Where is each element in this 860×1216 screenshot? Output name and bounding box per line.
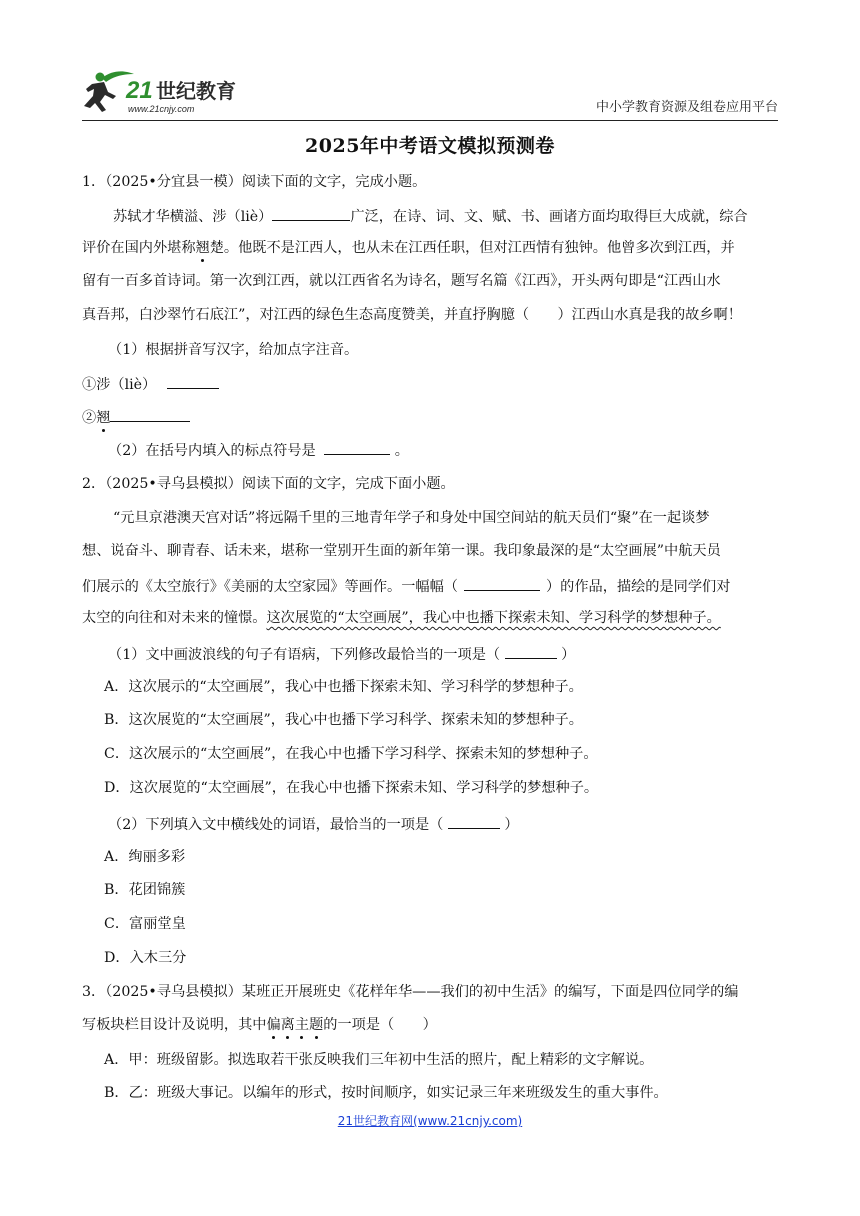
q1-item2: ②翘 bbox=[82, 406, 190, 428]
page-header bbox=[82, 62, 778, 121]
wavy-underlined-sentence: 这次展览的“太空画展”，我心中也播下探索未知、学习科学的梦想种子。 bbox=[266, 610, 721, 626]
q1-passage-line3: 留有一百多首诗词。第一次到江西，就以江西省名为诗名，题写名篇《江西》，开头两句即是“江西山水 bbox=[82, 273, 721, 289]
blank-input[interactable] bbox=[167, 373, 219, 389]
q3-stem-line2: 写板块栏目设计及说明，其中偏离主题的一项是（ ） bbox=[82, 1017, 437, 1033]
q2-passage-line4: 太空的向往和对未来的憧憬。这次展览的“太空画展”，我心中也播下探索未知、学习科学的梦想种子。 bbox=[82, 610, 721, 626]
q2-passage-line1: “元旦京港澳天宫对话”将远隔千里的三地青年学子和身处中国空间站的航天员们“聚”在一起谈梦 bbox=[113, 510, 710, 526]
q2-option2-d[interactable]: D．入木三分 bbox=[104, 950, 187, 966]
q1-stem: 1．（2025•分宜县一模）阅读下面的文字，完成小题。 bbox=[82, 174, 427, 190]
q3-option-a[interactable]: A．甲：班级留影。拟选取若干张反映我们三年初中生活的照片，配上精彩的文字解说。 bbox=[104, 1052, 654, 1068]
blank-input[interactable] bbox=[110, 406, 190, 422]
q2-option-b[interactable]: B．这次展览的“太空画展”，我心中也播下学习科学、探索未知的梦想种子。 bbox=[104, 712, 583, 728]
header-platform-text: 中小学教育资源及组卷应用平台 bbox=[595, 100, 778, 115]
q1-sub2: （2）在括号内填入的标点符号是 。 bbox=[108, 439, 409, 461]
q2-option2-a[interactable]: A．绚丽多彩 bbox=[104, 849, 186, 865]
dotted-char: 翘 bbox=[195, 240, 210, 256]
q2-passage-line2: 想、说奋斗、聊青春、话未来，堪称一堂别开生面的新年第一课。我印象最深的是“太空画展”中航天员 bbox=[82, 543, 721, 559]
svg-text:21: 21 bbox=[126, 77, 153, 104]
document-title: 2025年中考语文模拟预测卷 bbox=[305, 135, 555, 157]
q1-passage-line2: 评价在国内外堪称翘楚。他既不是江西人，也从未在江西任职，但对江西情有独钟。他曾多次到江西，并 bbox=[82, 240, 735, 256]
q1-passage-line4: 真吾邦，白沙翠竹石底江”，对江西的绿色生态高度赞美，并直抒胸臆（ ）江西山水真是我的故乡啊！ bbox=[82, 307, 742, 323]
logo-21cnjy[interactable] bbox=[82, 68, 252, 118]
answer-blank[interactable] bbox=[448, 813, 500, 829]
q1-item1: ①涉（liè） bbox=[82, 373, 219, 395]
blank-input[interactable] bbox=[324, 439, 390, 455]
q2-option2-b[interactable]: B．花团锦簇 bbox=[104, 882, 186, 898]
q3-option-b[interactable]: B．乙：班级大事记。以编年的形式，按时间顺序，如实记录三年来班级发生的重大事件。 bbox=[104, 1085, 668, 1101]
q1-sub1: （1）根据拼音写汉字，给加点字注音。 bbox=[108, 342, 359, 358]
q3-stem-line1: 3．（2025•寻乌县模拟）某班正开展班史《花样年华——我们的初中生活》的编写，下面是四位同学的编 bbox=[82, 984, 739, 1000]
q2-option2-c[interactable]: C．富丽堂皇 bbox=[104, 916, 186, 932]
svg-text:www.21cnjy.com: www.21cnjy.com bbox=[128, 104, 195, 114]
answer-blank[interactable] bbox=[505, 643, 557, 659]
q2-option-c[interactable]: C．这次展示的“太空画展”，在我心中也播下学习科学、探索未知的梦想种子。 bbox=[104, 746, 598, 762]
q2-option-d[interactable]: D．这次展览的“太空画展”，在我心中也播下探索未知、学习科学的梦想种子。 bbox=[104, 780, 599, 796]
q2-sub2: （2）下列填入文中横线处的词语，最恰当的一项是（ ） bbox=[108, 813, 519, 835]
blank-input[interactable] bbox=[272, 205, 350, 221]
svg-text:世纪教育: 世纪教育 bbox=[156, 79, 236, 103]
q1-passage-line1: 苏轼才华横溢、涉（liè） 广泛，在诗、词、文、赋、书、画诸方面均取得巨大成就，综合 bbox=[113, 205, 748, 227]
q2-stem: 2．（2025•寻乌县模拟）阅读下面的文字，完成下面小题。 bbox=[82, 476, 455, 492]
q2-passage-line3: 们展示的《太空旅行》《美丽的太空家园》等画作。一幅幅（ ）的作品，描绘的是同学们对 bbox=[82, 575, 730, 597]
q2-sub1: （1）文中画波浪线的句子有语病，下列修改最恰当的一项是（ ） bbox=[108, 643, 575, 665]
footer-link[interactable]: 21世纪教育网(www.21cnjy.com) bbox=[337, 1114, 523, 1128]
blank-input[interactable] bbox=[464, 575, 540, 591]
q2-option-a[interactable]: A．这次展示的“太空画展”，我心中也播下探索未知、学习科学的梦想种子。 bbox=[104, 679, 583, 695]
